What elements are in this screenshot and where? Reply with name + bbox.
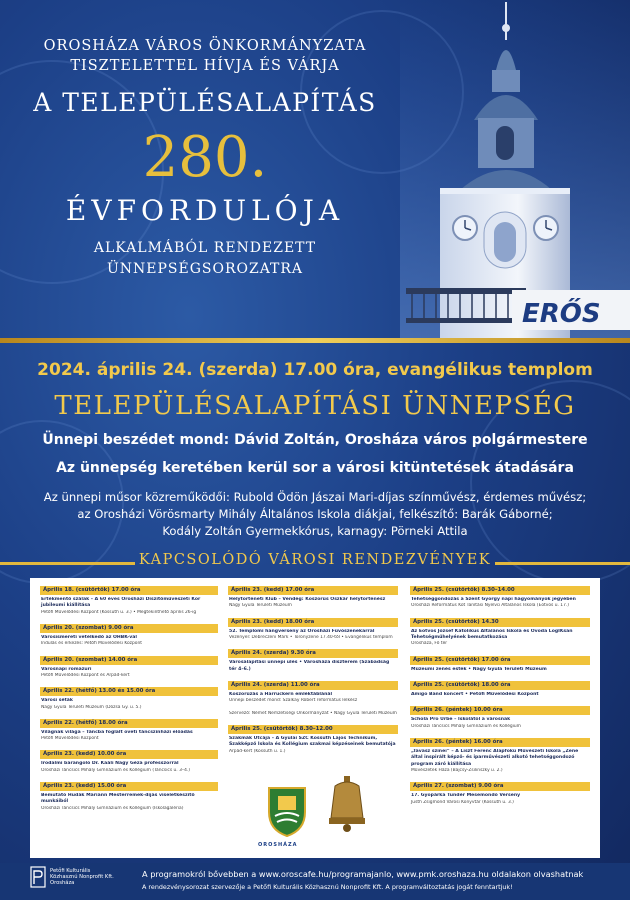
event-item [40,656,218,680]
events-panel [30,578,600,858]
event-location: Orosháza, Fő tér [411,641,448,647]
event-item [40,719,218,743]
event-date-header: Április 23. (kedd) 18.00 óra [228,618,398,627]
festival-title: TELEPÜLÉSALAPÍTÁSI ÜNNEPSÉG [54,391,576,421]
coat-of-arms-icon [265,784,309,838]
event-title: Múzeumi zenés esték • Nagy Gyula Területi Múzeum [411,666,547,672]
event-location: Orosházi Református Kot Tanítási Nyelvű Általános Iskola (Eötvös u. 17.) [411,603,569,609]
event-title: Szakmák Utcája – A Gyulai SZC Kossuth Lajos Technikum, Szakképző Iskola és Kollégium szakmai képzéseinek bemutatója [229,735,396,748]
event-date-header: Április 27. (szombat) 9.00 óra [410,782,590,791]
event-date-header: Április 22. (hétfő) 13.00 és 15.00 óra [40,687,218,696]
credits-line: Kodály Zoltán Gyermekkórus, karnagy: Pörneki Attila [162,524,468,538]
event-location: Művészetek Háza (Bajcsy-Zsilinszky u. 2.) [411,768,503,774]
invitation-line: TISZTELETTEL HÍVJA ÉS VÁRJA [70,58,340,74]
event-date-header: Április 23. (kedd) 17.00 óra [228,586,398,595]
event-location: Indulás és érkezés: Petőfi Művelődési Központ [41,641,142,647]
event-item [410,681,590,698]
event-date-header: Április 26. (péntek) 16.00 óra [410,738,590,747]
event-item [228,725,398,755]
event-item [40,687,218,711]
event-title: Városi séták [41,698,73,704]
event-item [410,656,590,673]
credits-line: az Orosházi Vörösmarty Mihály Általános Iskola diákjai, felkészítő: Barák Gáborné; [77,507,553,521]
event-title: Városismereti vetélkedő az OHBK-val [41,635,137,641]
event-date-header: Április 25. (csütörtök) 18.00 óra [410,681,590,690]
event-title: Bemutató Hudák Mariann Mesterremek-díjas viseletkészítő munkáiból [41,793,195,805]
event-date-header: Április 22. (hétfő) 18.00 óra [40,719,218,728]
event-title: Tehetséggondozás a Szent György napi hagyományok jegyében [411,597,576,602]
speech-line: Ünnepi beszédet mond: Dávid Zoltán, Orosháza város polgármestere [42,432,588,448]
section-title: KAPCSOLÓDÓ VÁROSI RENDEZVÉNYEK [138,552,492,568]
event-location: Nagy Gyula Területi Múzeum (Dózsa Gy. u. 5.) [41,704,142,710]
event-location: Szervező: Német Nemzetiségi Önkormányzat • Nagy Gyula Területi Múzeum [229,710,397,716]
pk-logo-icon [30,866,46,888]
event-item [410,782,590,806]
crest-label: OROSHÁZA [258,842,298,848]
event-date-header: Április 23. (kedd) 15.00 óra [40,782,218,791]
event-date-header: Április 25. (csütörtök) 14.30 [410,618,590,627]
organizer-logo-text: Petőfi Kulturális Közhasznú Nonprofit Kft. Orosháza [50,868,114,887]
event-date-header: Április 18. (csütörtök) 17.00 óra [40,586,218,595]
event-location: Nagy Gyula Területi Múzeum [229,603,292,609]
event-title: 17. Gyopárka Tündér Mesemondó Verseny [411,793,521,799]
event-location: Petőfi Művelődési Központ [41,736,99,742]
event-date-header: Április 25. (csütörtök) 8.30–14.00 [410,586,590,595]
event-item [228,618,398,642]
subtitle-line2: ÜNNEPSÉGSOROZATRA [106,261,304,277]
sign-text: ERŐS [522,299,601,329]
event-title: Városnapi romazuri [41,666,92,672]
credits-line: Az ünnepi műsor közreműködői: Rubold Ödön Jászai Mari-díjas színművész, érdemes művész; [43,490,587,504]
event-location: Orosházi Táncsics Mihály Gimnázium és Kollégium (Táncsics u. 3–4.) [41,767,190,773]
event-item [228,649,398,673]
event-item [228,586,398,610]
church-tower-image [400,0,630,338]
event-location: Vezényel: Debreczeni Márk • Toronyzene 17.40-től • Evangélikus templom [229,635,393,641]
event-title: Amigo Band koncert • Petőfi Művelődési Központ [411,692,539,698]
poster-title: A TELEPÜLÉSALAPÍTÁS [33,88,377,117]
event-date: 2024. április 24. (szerda) 17.00 óra, evangélikus templom [37,360,593,380]
event-title: Az Eötvös József Katolikus Általános Iskola és Óvoda LogIKsan Tehetségműhelyének bemutatkozása [411,628,573,641]
events-column-2 [228,586,398,761]
divider [0,338,630,343]
footer-info-line: A programokról bővebben a www.oroscafe.hu/programajanlo, www.pmk.oroshaza.hu oldalakon olvashatnak [142,869,584,879]
event-date-header: Április 20. (szombat) 14.00 óra [40,656,218,665]
event-date-header: Április 26. (péntek) 10.00 óra [410,706,590,715]
event-item [410,586,590,610]
event-item [410,738,590,774]
organizer-line: OROSHÁZA VÁROS ÖNKORMÁNYZATA [43,38,367,54]
event-item [40,586,218,616]
event-title: Koszorúzás a Harruckern emléktáblánál [229,692,333,698]
event-item [410,706,590,730]
event-location: Árpád-kert (Kossuth u. 1.) [229,748,286,754]
event-location: Petőfi Művelődési Központ (Kossuth u. 3.) • Megtekinthető április 26-ig [41,609,197,615]
event-location: Justh Zsigmond Városi Könyvtár (Kossuth u. 3.) [411,799,514,805]
event-title: Világnak világa – Táncba foglalt öveti táncszínházi előadás [41,729,193,735]
city-crest [265,784,309,842]
event-title: Értékmentő szálak – A 60 éves Orosházi Díszítőművészeti Kör jubileumi kiállítása [41,597,201,609]
awards-line: Az ünnepség keretében kerül sor a városi kitüntetések átadására [56,460,574,476]
events-column-3 [410,586,590,812]
event-item [40,750,218,774]
event-title: „Tavasz színei” – A Liszt Ferenc Alapfokú Művészeti Iskola „Zene által inspirált képző- és iparművészeti alkotó tehetséggondozó program záró kiállítása [411,749,579,767]
event-location: Petőfi Művelődési Központ és Árpád-kert [41,673,130,679]
footer-note: A rendezvénysorozat szervezője a Petőfi Kulturális Közhasznú Nonprofit Kft. A programváltoztatás jogát fenntartjuk! [142,883,513,891]
event-date-header: Április 25. (csütörtök) 17.00 óra [410,656,590,665]
event-item [228,681,398,705]
event-date-header: Április 25. (csütörtök) 8.30–12.00 [228,725,398,734]
event-date-header: Április 20. (szombat) 9.00 óra [40,624,218,633]
event-date-header: Április 24. (szerda) 9.30 óra [228,649,398,658]
event-title: Schola Pro Urbe – Iskolától a városnak [411,717,511,723]
bell-icon [325,774,369,834]
event-location: Ünnepi beszédet mond: Szalkay Róbert református lelkész [229,698,358,704]
event-item [40,782,218,812]
event-item [228,711,398,717]
anniversary-number: 280. [142,125,268,190]
anniversary-word: ÉVFORDULÓJA [65,194,345,227]
event-title: Irodalmi barangoló Dr. Kaáli Nagy Géza professzorral [41,761,179,767]
event-location: Orosházi Táncsics Mihály Gimnázium és Kollégium [411,723,521,729]
events-column-1 [40,586,218,818]
event-location: Orosházi Táncsics Mihály Gimnázium és Kollégium (Iskolagaléria) [41,805,184,811]
subtitle-line1: ALKALMÁBÓL RENDEZETT [93,240,317,256]
event-item [40,624,218,648]
event-item [410,618,590,648]
event-title: Helytörténeti Klub – Vendég: Koszorús Oszkár helytörténész [229,597,386,602]
event-title: Városalapítási ünnepi ülés • Városháza díszterem (Szabadság tér 4–6.) [229,660,390,672]
event-date-header: Április 23. (kedd) 10.00 óra [40,750,218,759]
event-title: 52. Templomi hangverseny az Orosházi Fúvószenekarral [229,628,375,634]
event-date-header: Április 24. (szerda) 11.00 óra [228,681,398,690]
